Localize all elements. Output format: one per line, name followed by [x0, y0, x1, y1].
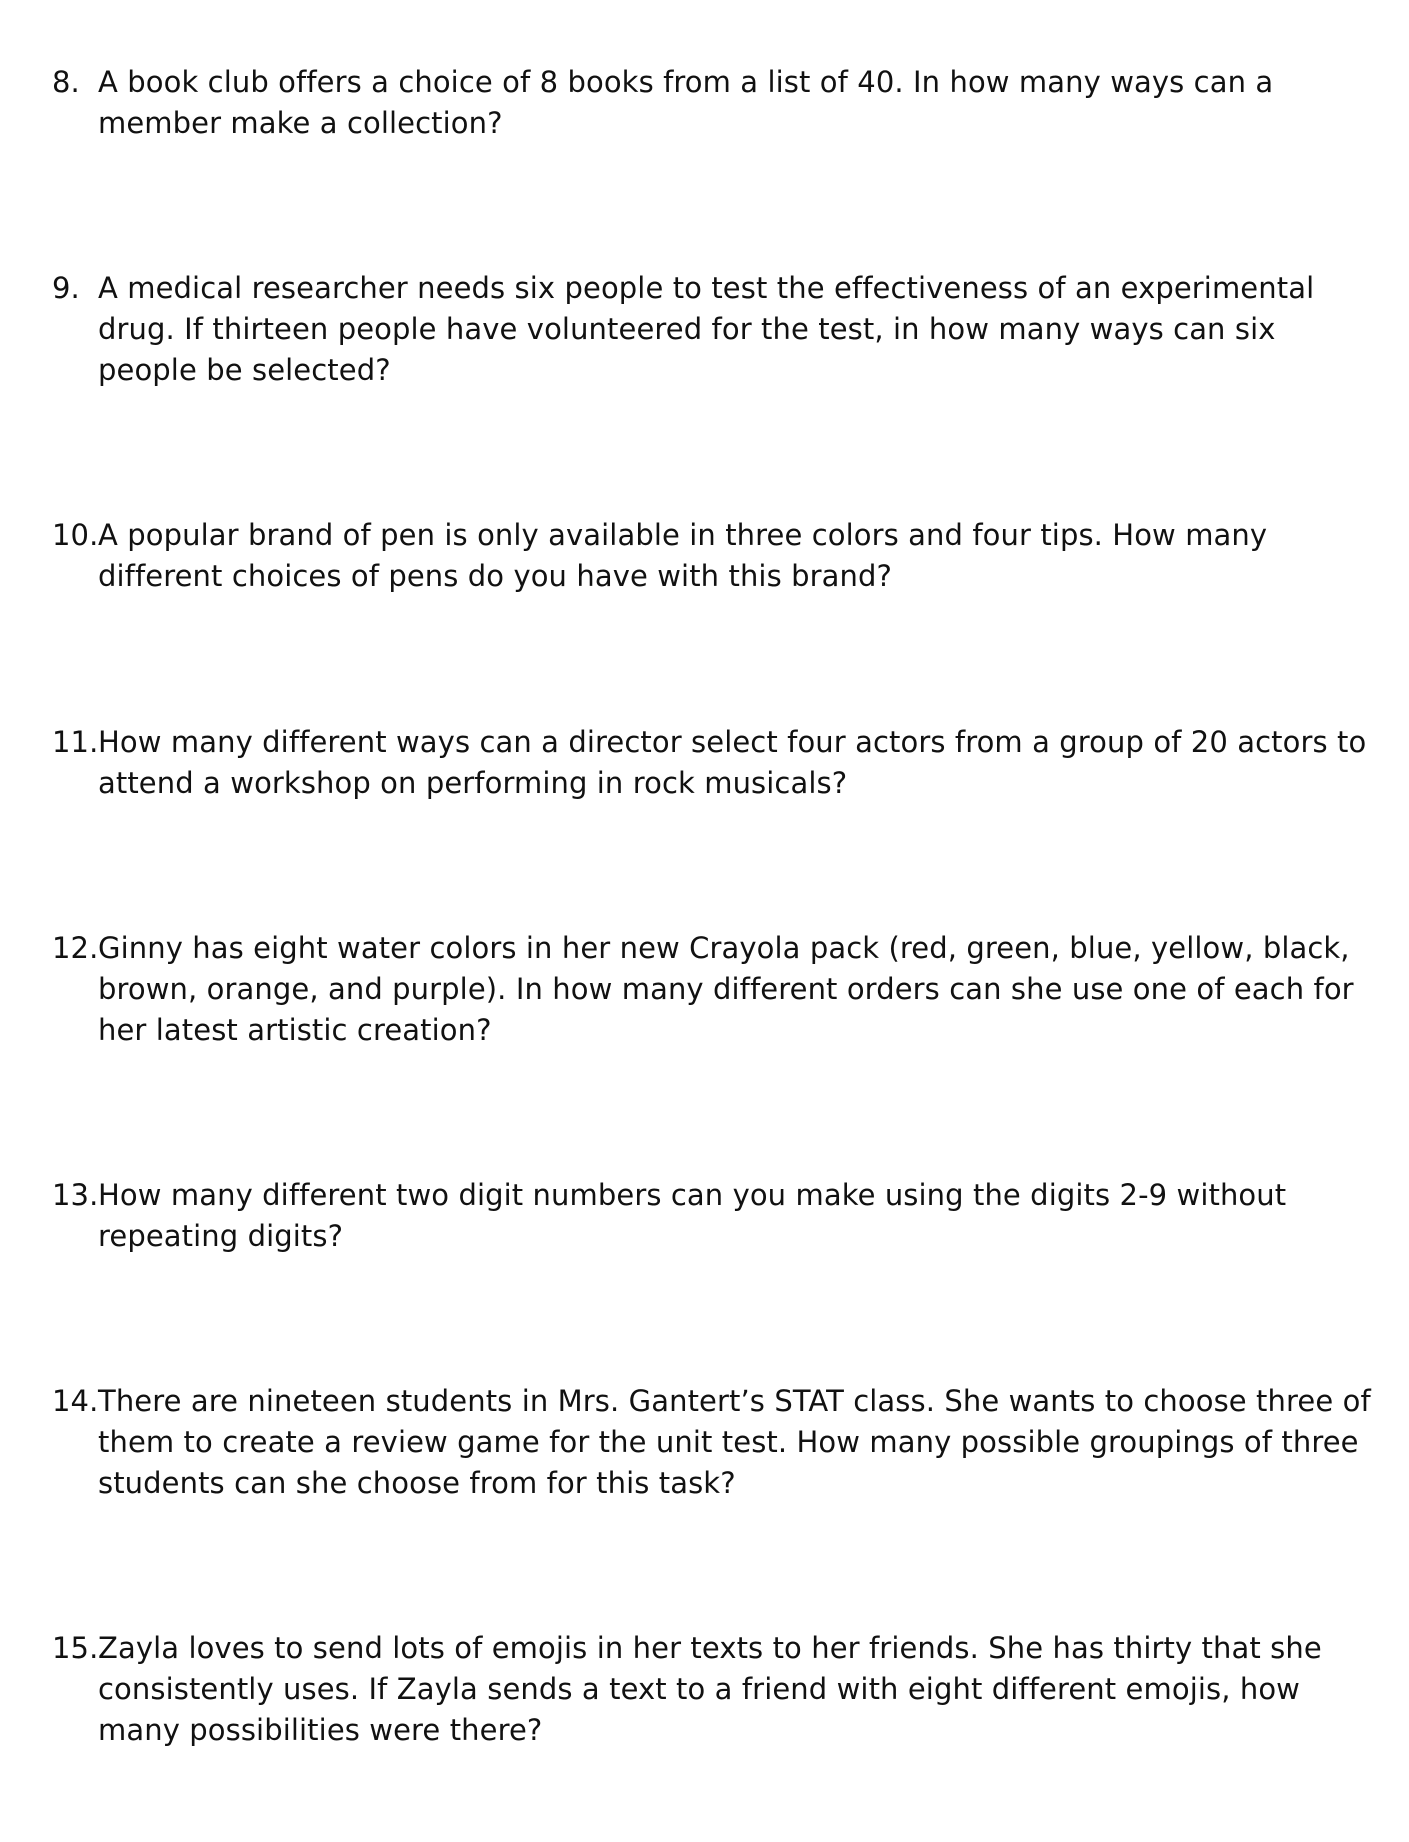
problem-text: A popular brand of pen is only available in three colors and four tips. How many different choices of pens do you have with this brand?	[98, 518, 1268, 593]
problem-11	[52, 722, 1372, 804]
problem-text: How many different two digit numbers can you make using the digits 2-9 without repeating digits?	[98, 1178, 1287, 1253]
problem-number: 8.	[52, 65, 80, 99]
problem-text: A book club offers a choice of 8 books from a list of 40. In how many ways can a member make a collection?	[98, 65, 1274, 140]
problem-text: A medical researcher needs six people to test the effectiveness of an experimental drug. If thirteen people have volunteered for the test, in how many ways can six people be selected?	[98, 271, 1315, 387]
problem-13	[52, 1175, 1372, 1257]
problem-text: There are nineteen students in Mrs. Gantert’s STAT class. She wants to choose three of them to create a review game for the unit test. How many possible groupings of three students can she choose from for this task?	[98, 1384, 1371, 1500]
problem-text: Zayla loves to send lots of emojis in her texts to her friends. She has thirty that she consistently uses. If Zayla sends a text to a friend with eight different emojis, how many possibilities were there?	[98, 1631, 1322, 1747]
problem-number: 15.	[52, 1631, 99, 1665]
problem-8	[52, 62, 1372, 144]
problem-9	[52, 268, 1372, 391]
problem-text: Ginny has eight water colors in her new Crayola pack (red, green, blue, yellow, black, brown, orange, and purple). In how many different orders can she use one of each for her latest artistic creation?	[98, 931, 1354, 1047]
problem-number: 9.	[52, 271, 80, 305]
problem-number: 10.	[52, 518, 99, 552]
problem-14	[52, 1381, 1372, 1504]
problem-number: 12.	[52, 931, 99, 965]
problem-number: 14.	[52, 1384, 99, 1418]
problem-12	[52, 928, 1372, 1051]
problem-text: How many different ways can a director select four actors from a group of 20 actors to attend a workshop on performing in rock musicals?	[98, 725, 1367, 800]
problem-number: 13.	[52, 1178, 99, 1212]
problem-15	[52, 1628, 1372, 1751]
problem-number: 11.	[52, 725, 99, 759]
problem-10	[52, 515, 1372, 597]
